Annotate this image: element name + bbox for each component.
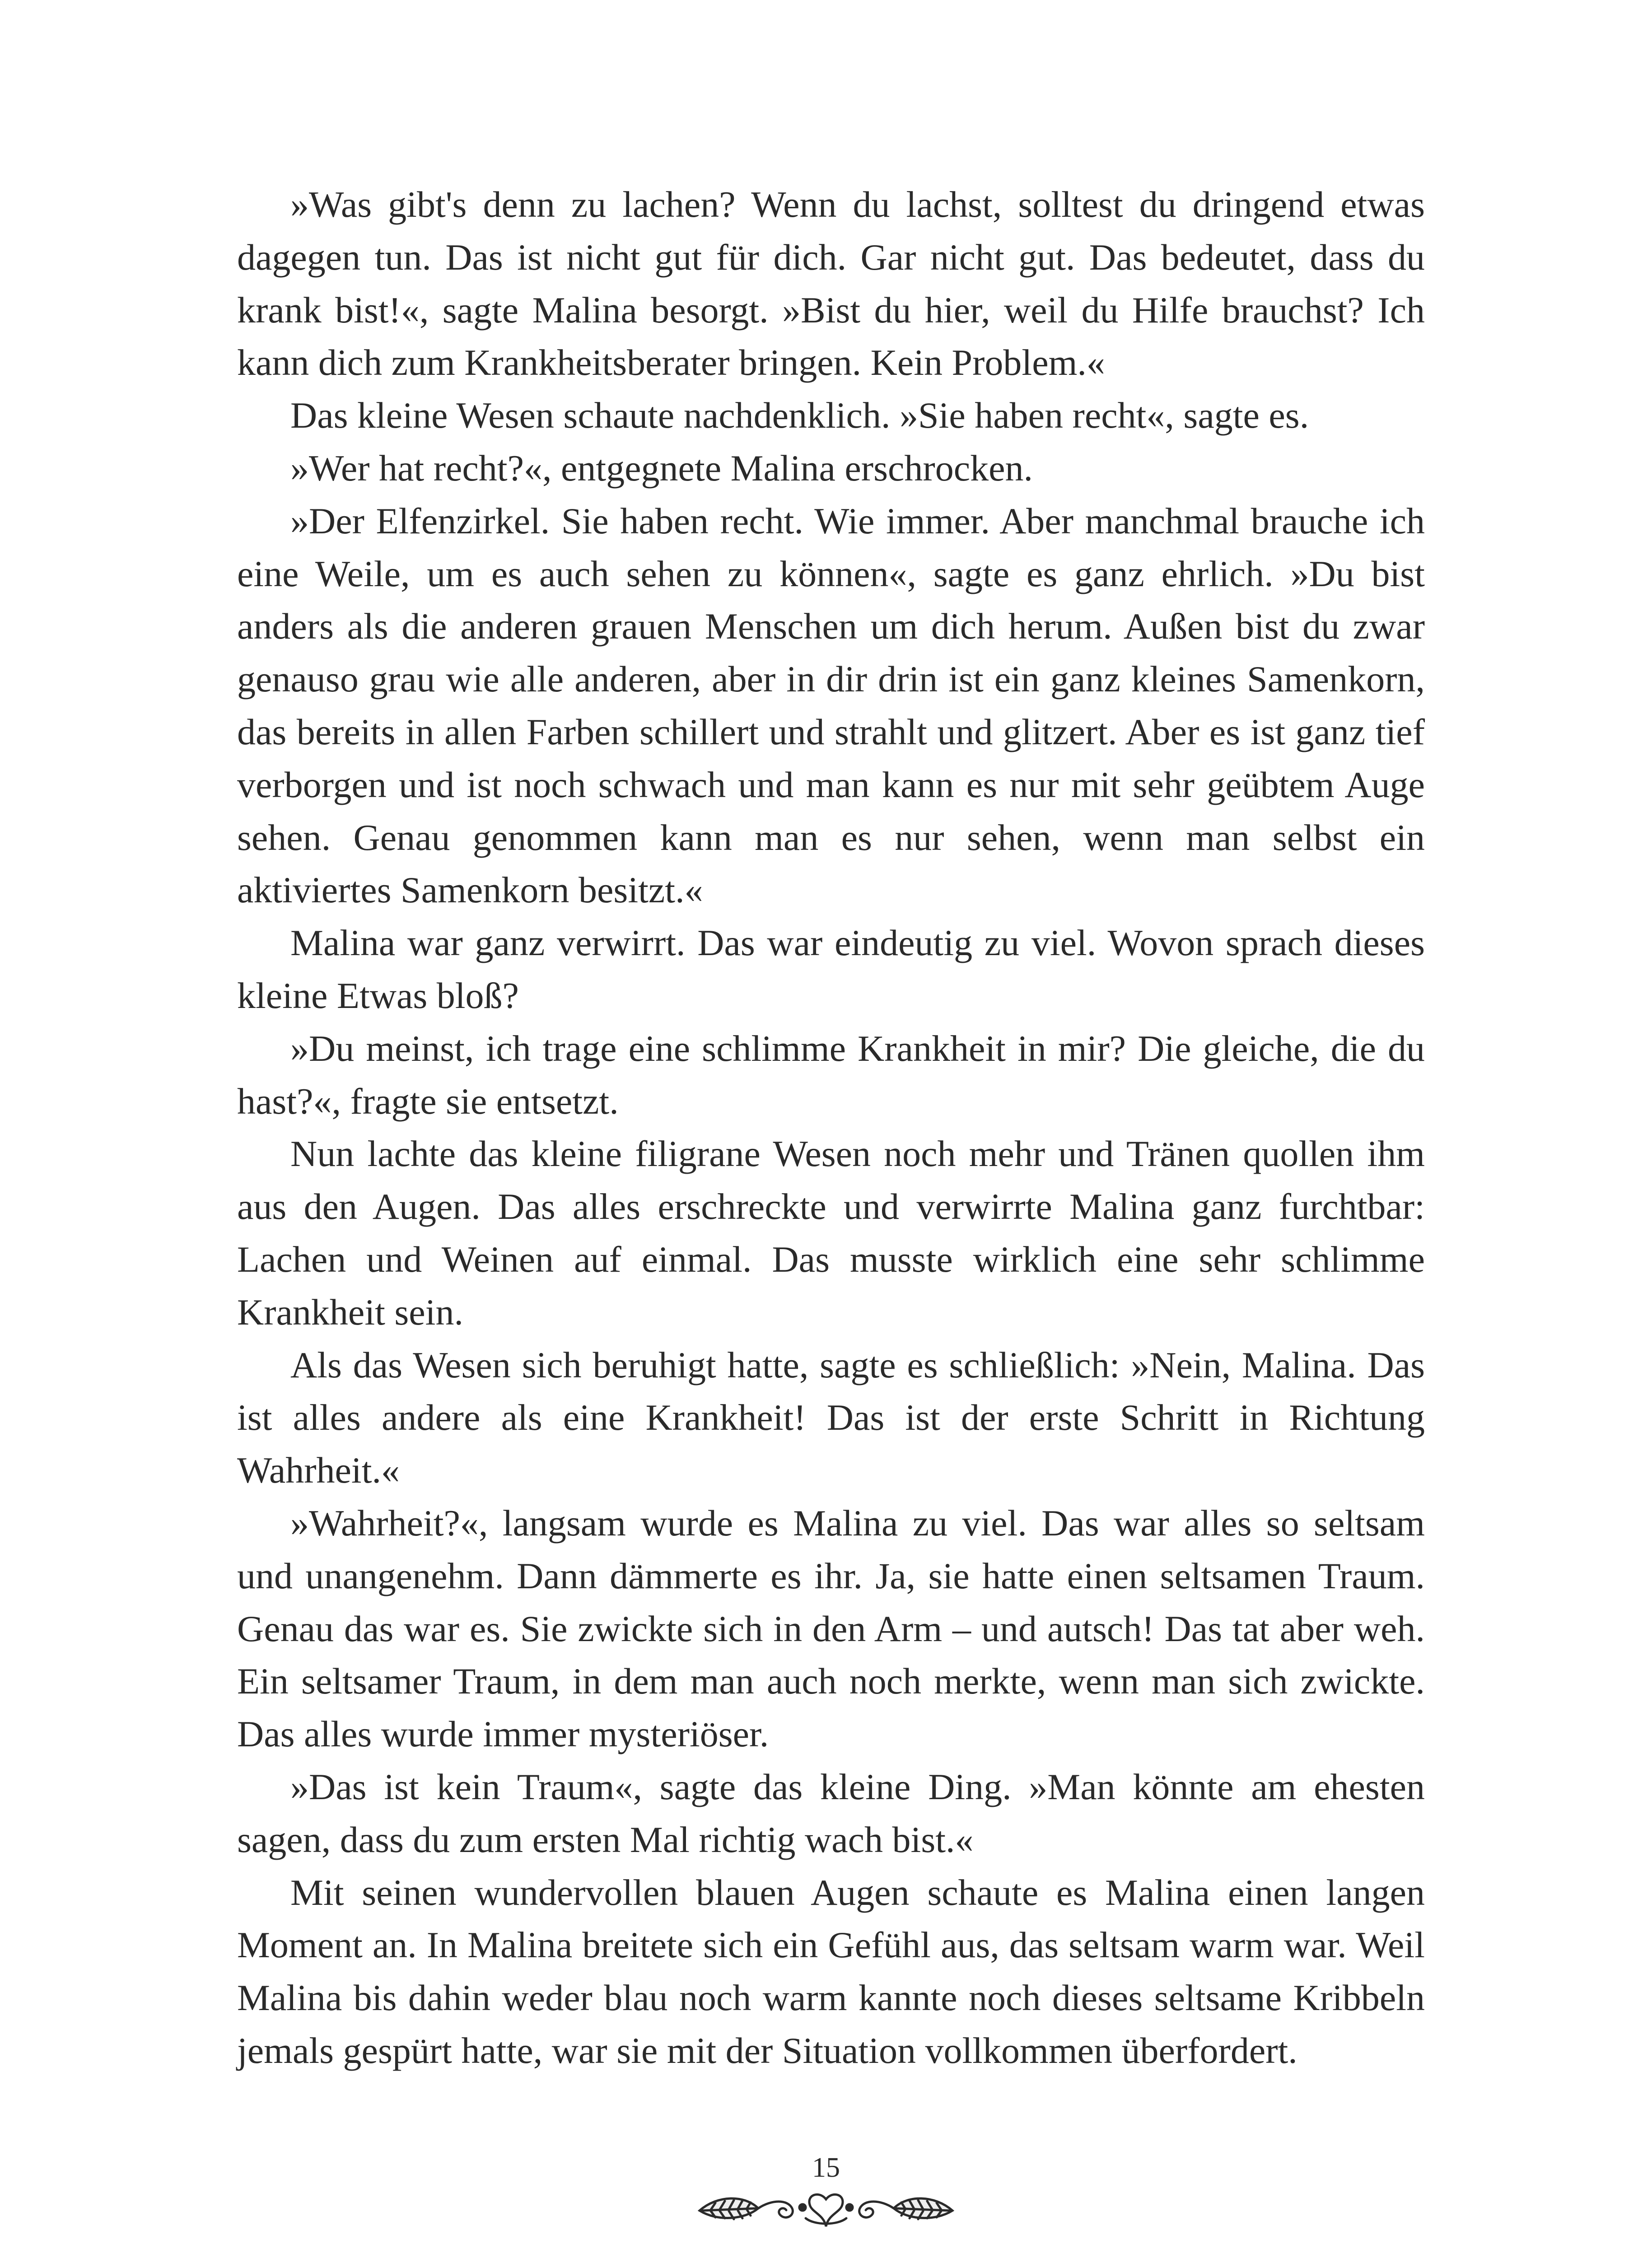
page-number: 15: [812, 2152, 840, 2183]
paragraph: Malina war ganz verwirrt. Das war eindeutig zu viel. Wovon sprach dieses kleine Etwas bloß?: [237, 922, 1425, 1016]
paragraph: Als das Wesen sich beruhigt hatte, sagte es schließlich: »Nein, Malina. Das ist alles andere als eine Krankheit! Das ist der erste Schritt in Richtung Wahrheit.«: [237, 1344, 1425, 1491]
paragraph: »Du meinst, ich trage eine schlimme Krankheit in mir? Die gleiche, die du hast?«, fragte sie entsetzt.: [237, 1027, 1425, 1122]
body-text: [237, 178, 1425, 2077]
floral-ornament-icon: [691, 2168, 961, 2235]
page-footer: [0, 2150, 1652, 2249]
paragraph: Das kleine Wesen schaute nachdenklich. »Sie haben recht«, sagte es.: [290, 395, 1309, 436]
paragraph: »Das ist kein Traum«, sagte das kleine Ding. »Man könnte am ehesten sagen, dass du zum ersten Mal richtig wach bist.«: [237, 1766, 1425, 1860]
paragraph: »Wer hat recht?«, entgegnete Malina erschrocken.: [290, 447, 1033, 489]
paragraph: Nun lachte das kleine filigrane Wesen noch mehr und Tränen quollen ihm aus den Augen. Das alles erschreckte und verwirrte Malina ganz furchtbar: Lachen und Weinen auf einmal. Das musste wirklich eine sehr schlimme Krankheit sein.: [237, 1133, 1425, 1333]
paragraph: »Wahrheit?«, langsam wurde es Malina zu viel. Das war alles so seltsam und unangenehm. Dann dämmerte es ihr. Ja, sie hatte einen seltsamen Traum. Genau das war es. Sie zwickte sich in den Arm – und autsch! Das tat aber weh. Ein seltsamer Traum, in dem man auch noch merkte, wenn man sich zwickte. Das alles wurde immer mysteriöser.: [237, 1502, 1425, 1755]
paragraph: »Der Elfenzirkel. Sie haben recht. Wie immer. Aber manchmal brauche ich eine Weile, um es auch sehen zu können«, sagte es ganz ehrlich. »Du bist anders als die anderen grauen Menschen um dich herum. Außen bist du zwar genauso grau wie alle anderen, aber in dir drin ist ein ganz kleines Samenkorn, das bereits in allen Farben schillert und strahlt und glitzert. Aber es ist ganz tief verborgen und ist noch schwach und man kann es nur mit sehr geübtem Auge sehen. Genau genommen kann man es nur sehen, wenn man selbst ein aktiviertes Samenkorn besitzt.«: [237, 500, 1425, 911]
paragraph: »Was gibt's denn zu lachen? Wenn du lachst, solltest du dringend etwas dagegen tun. Das ist nicht gut für dich. Gar nicht gut. Das bedeutet, dass du krank bist!«, sagte Malina besorgt. »Bist du hier, weil du Hilfe brauchst? Ich kann dich zum Krankheitsberater bringen. Kein Problem.«: [237, 184, 1425, 383]
paragraph: Mit seinen wundervollen blauen Augen schaute es Malina einen langen Moment an. In Malina breitete sich ein Gefühl aus, das seltsam warm war. Weil Malina bis dahin weder blau noch warm kannte noch dieses seltsame Kribbeln jemals gespürt hatte, war sie mit der Situation vollkommen überfordert.: [237, 1871, 1425, 2071]
